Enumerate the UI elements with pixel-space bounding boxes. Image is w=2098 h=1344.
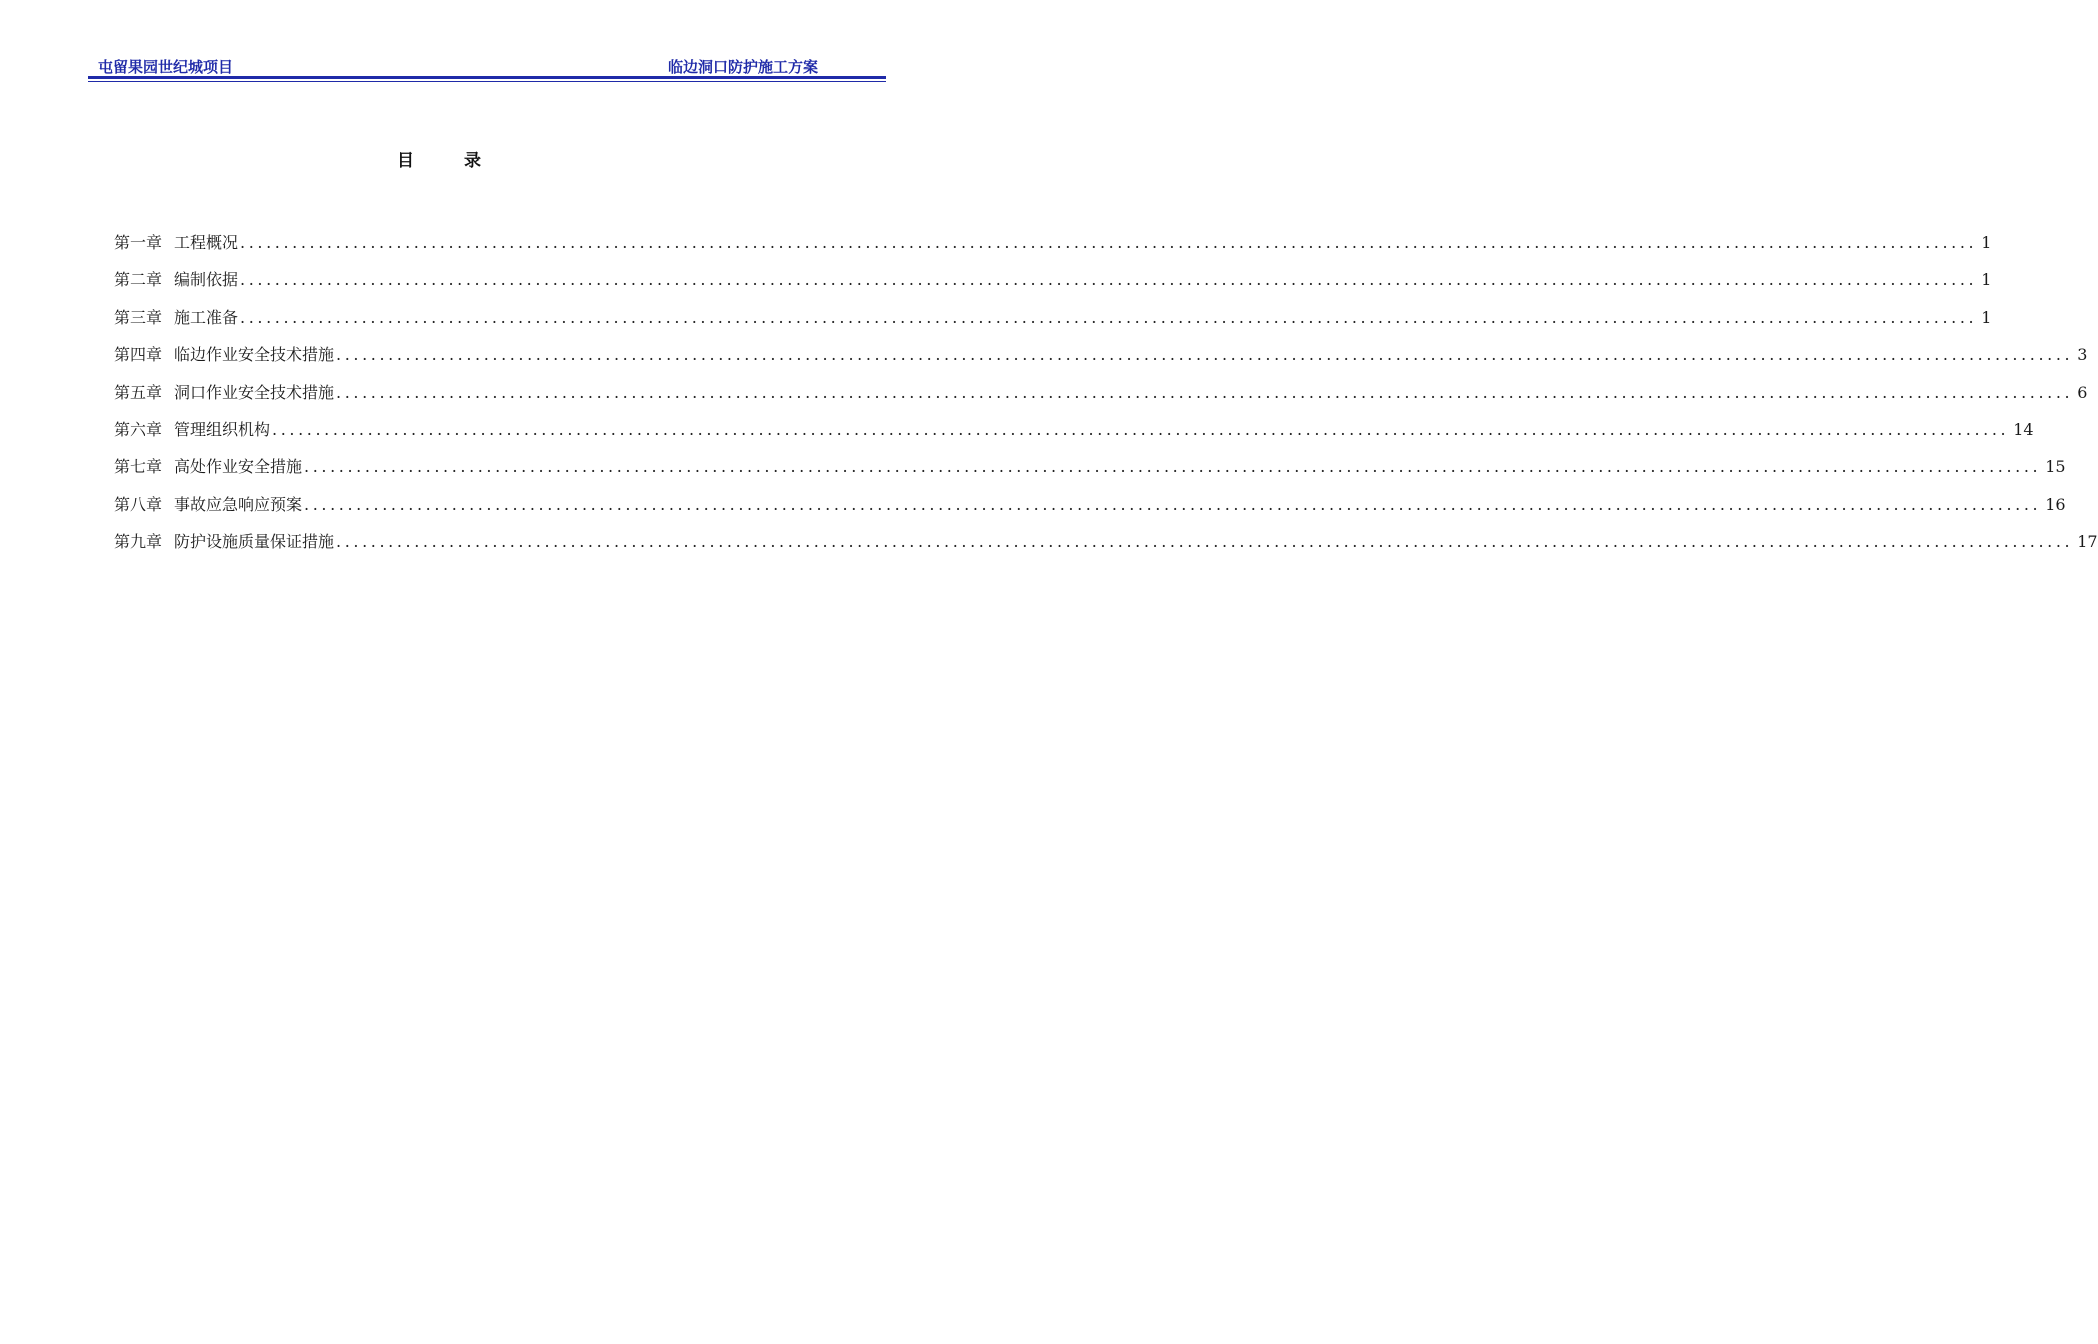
toc-entry[interactable]: [114, 531, 2098, 568]
toc-chapter-title: 事故应急响应预案: [174, 494, 303, 514]
toc-title: 目 录: [397, 151, 503, 171]
toc-dot-leader: ........................................................................................................................................................................................................: [336, 532, 2074, 552]
toc-dot-leader: ........................................................................................................................................................................................................: [240, 270, 1978, 290]
toc-chapter-title: 临边作业安全技术措施: [174, 345, 335, 365]
toc-page-number: 17: [2077, 532, 2098, 552]
toc-chapter-title: 洞口作业安全技术措施: [174, 382, 335, 402]
toc-page-number: 1: [1981, 233, 1992, 252]
toc-dot-leader: ........................................................................................................................................................................................................: [240, 307, 1978, 327]
toc-dot-leader: ........................................................................................................................................................................................................: [304, 494, 2042, 514]
toc-chapter-number: 第五章: [114, 382, 163, 402]
toc-chapter-number: 第四章: [114, 345, 163, 365]
toc-dot-leader: ........................................................................................................................................................................................................: [272, 419, 2010, 439]
toc-dot-leader: ........................................................................................................................................................................................................: [336, 345, 2074, 365]
toc-chapter-number: 第二章: [114, 270, 163, 290]
table-of-contents: [114, 232, 2098, 569]
page-header: [88, 56, 886, 84]
toc-chapter-number: 第八章: [114, 494, 163, 514]
toc-chapter-title: 编制依据: [174, 270, 239, 290]
header-rule-thick: [88, 76, 886, 79]
toc-chapter-title: 施工准备: [174, 307, 239, 327]
toc-page-number: 14: [2013, 419, 2034, 439]
toc-chapter-title: 防护设施质量保证措施: [174, 532, 335, 552]
toc-chapter-number: 第六章: [114, 419, 163, 439]
toc-dot-leader: ........................................................................................................................................................................................................: [240, 233, 1978, 252]
header-document-title: 临边洞口防护施工方案: [667, 58, 818, 76]
toc-chapter-number: 第七章: [114, 457, 163, 477]
toc-page-number: 1: [1981, 307, 1992, 327]
toc-page-number: 16: [2045, 494, 2066, 514]
toc-chapter-number: 第九章: [114, 532, 163, 552]
toc-dot-leader: ........................................................................................................................................................................................................: [304, 457, 2042, 477]
toc-page-number: 6: [2077, 382, 2088, 402]
toc-entry[interactable]: [114, 232, 1992, 269]
toc-page-number: 1: [1981, 270, 1992, 290]
toc-entry[interactable]: [114, 382, 2088, 419]
toc-page-number: 3: [2077, 345, 2088, 365]
toc-page-number: 15: [2045, 457, 2066, 477]
toc-chapter-title: 工程概况: [174, 233, 239, 252]
toc-chapter-title: 管理组织机构: [174, 419, 271, 439]
toc-dot-leader: ........................................................................................................................................................................................................: [336, 382, 2074, 402]
toc-entry[interactable]: [114, 307, 1992, 344]
toc-chapter-number: 第一章: [114, 233, 163, 252]
toc-entry[interactable]: [114, 344, 2088, 381]
toc-entry[interactable]: [114, 494, 2066, 531]
toc-chapter-number: 第三章: [114, 307, 163, 327]
header-project-name: 屯留果园世纪城项目: [98, 58, 234, 76]
toc-entry[interactable]: [114, 419, 2034, 456]
toc-chapter-title: 高处作业安全措施: [174, 457, 303, 477]
toc-entry[interactable]: [114, 269, 1992, 306]
header-rule-thin: [88, 81, 886, 82]
toc-entry[interactable]: [114, 456, 2066, 493]
